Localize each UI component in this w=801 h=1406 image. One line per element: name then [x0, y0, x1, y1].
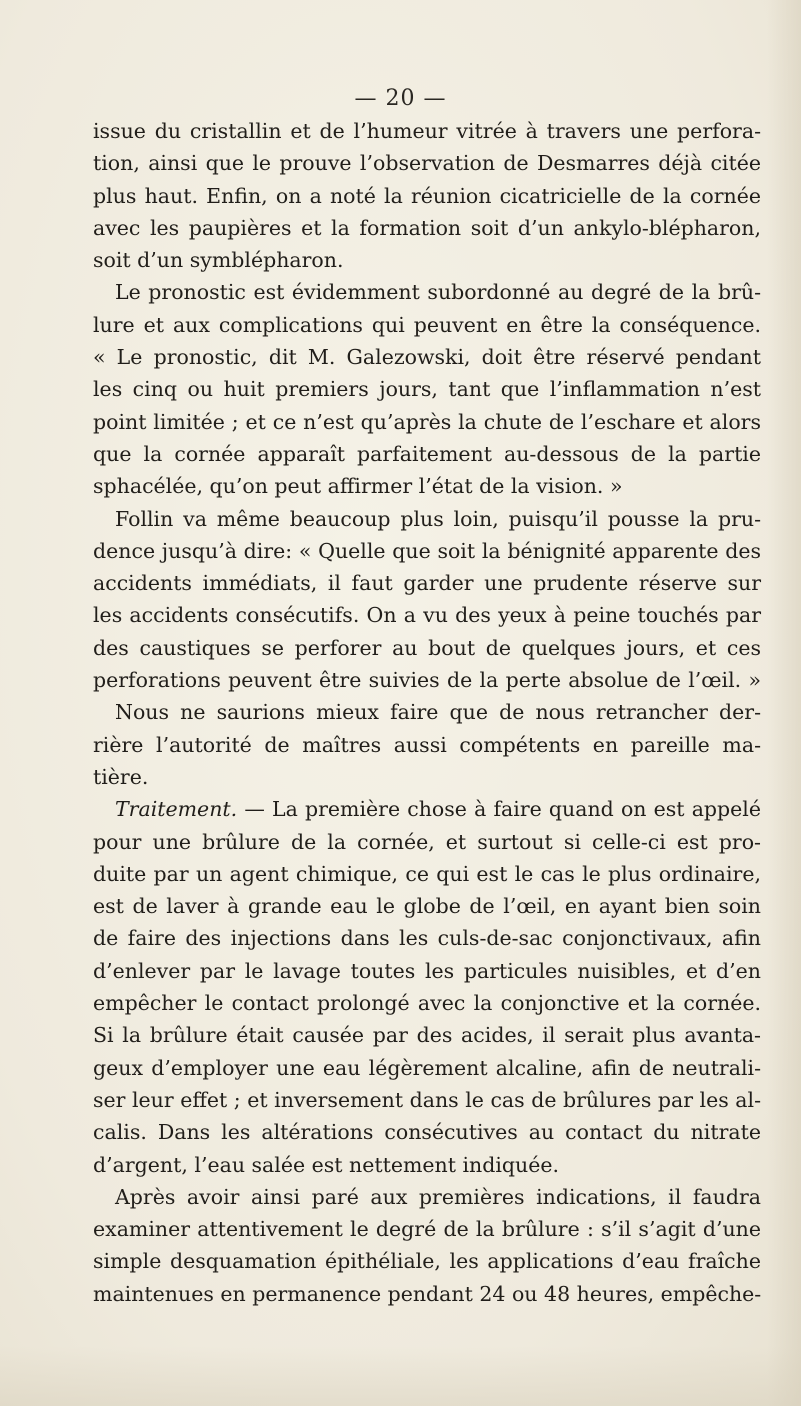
text-line [93, 1084, 761, 1116]
text-line [93, 955, 761, 987]
line-text: les cinq ou huit premiers jours, tant que l’inflammation n’est [93, 377, 761, 402]
text-line [93, 1149, 761, 1181]
page-edge-shadow [767, 0, 801, 1406]
line-text: que la cornée apparaît parfaitement au-dessous de la partie [93, 441, 761, 466]
text-line [93, 1213, 761, 1245]
text-line [93, 1019, 761, 1051]
text-line [93, 535, 761, 567]
line-text: Nous ne saurions mieux faire que de nous retrancher der- [115, 700, 761, 725]
line-text: tière. [93, 764, 149, 789]
line-text: des caustiques se perforer au bout de quelques jours, et ces [93, 635, 761, 660]
section-heading: Traitement. [115, 797, 238, 822]
line-text: dence jusqu’à dire: « Quelle que soit la bénignité apparente des [93, 538, 761, 563]
line-text: issue du cristallin et de l’humeur vitrée à travers une perfora- [93, 119, 761, 143]
line-text: soit d’un symblépharon. [93, 248, 344, 273]
line-text: examiner attentivement le degré de la brûlure : s’il s’agit d’une [93, 1217, 761, 1242]
text-line [93, 890, 761, 922]
text-line [93, 632, 761, 664]
text-line [93, 1278, 761, 1310]
text-line [93, 793, 761, 825]
text-line [93, 147, 761, 179]
line-text: avec les paupières et la formation soit d’un ankylo-blépharon, [93, 215, 761, 240]
text-line [93, 244, 761, 276]
text-line [93, 1052, 761, 1084]
text-line [93, 987, 761, 1019]
text-line [93, 858, 761, 890]
text-line [93, 664, 761, 696]
text-line [93, 826, 761, 858]
line-text: perforations peuvent être suivies de la perte absolue de l’œil. » [93, 668, 761, 693]
page-number: — 20 — [354, 86, 447, 111]
line-text: geux d’employer une eau légèrement alcaline, afin de neutrali- [93, 1055, 761, 1080]
text-line [93, 1116, 761, 1148]
text-line [93, 1245, 761, 1277]
text-line [93, 115, 761, 147]
line-text: empêcher le contact prolongé avec la conjonctive et la cornée. [93, 991, 761, 1016]
line-text: Follin va même beaucoup plus loin, puisqu’il pousse la pru- [115, 506, 761, 531]
text-line [93, 729, 761, 761]
text-line [93, 309, 761, 341]
line-text: d’enlever par le lavage toutes les particules nuisibles, et d’en [93, 958, 761, 983]
text-line [93, 276, 761, 308]
line-text: de faire des injections dans les culs-de-sac conjonctivaux, afin [93, 926, 761, 951]
text-line [93, 761, 761, 793]
body-text [93, 115, 761, 1310]
line-text: Après avoir ainsi paré aux premières indications, il faudra [115, 1184, 761, 1209]
line-text: Le pronostic est évidemment subordonné au degré de la brû- [115, 280, 761, 305]
line-text: maintenues en permanence pendant 24 ou 48 heures, empêche- [93, 1281, 762, 1306]
line-text: plus haut. Enfin, on a noté la réunion cicatricielle de la cornée [93, 183, 761, 208]
line-text: les accidents consécutifs. On a vu des yeux à peine touchés par [93, 603, 761, 628]
line-text: lure et aux complications qui peuvent en être la conséquence. [93, 312, 761, 337]
text-line [93, 503, 761, 535]
line-text: sphacélée, qu’on peut affirmer l’état de la vision. » [93, 474, 623, 499]
line-text: rière l’autorité de maîtres aussi compétents en pareille ma- [93, 732, 761, 757]
text-line [93, 438, 761, 470]
line-text: d’argent, l’eau salée est nettement indiquée. [93, 1152, 560, 1177]
line-text: ser leur effet ; et inversement dans le cas de brûlures par les al- [93, 1087, 761, 1112]
text-line [93, 922, 761, 954]
line-text: tion, ainsi que le prouve l’observation de Desmarres déjà citée [93, 151, 761, 176]
line-text: duite par un agent chimique, ce qui est le cas le plus ordinaire, [93, 861, 761, 886]
text-line [93, 373, 761, 405]
line-text: pour une brûlure de la cornée, et surtout si celle-ci est pro- [93, 829, 761, 854]
line-text: accidents immédiats, il faut garder une prudente réserve sur [93, 571, 761, 596]
line-text: calis. Dans les altérations consécutives au contact du nitrate [93, 1120, 761, 1145]
text-line [93, 696, 761, 728]
page-bottom-shadow [0, 1346, 801, 1406]
text-line [93, 470, 761, 502]
line-text: est de laver à grande eau le globe de l’œil, en ayant bien soin [93, 894, 761, 919]
line-text: simple desquamation épithéliale, les applications d’eau fraîche [93, 1249, 761, 1274]
text-line [93, 212, 761, 244]
text-line [93, 406, 761, 438]
text-line [93, 1181, 761, 1213]
line-text: « Le pronostic, dit M. Galezowski, doit être réservé pendant [93, 345, 761, 370]
text-line [93, 341, 761, 373]
text-line [93, 599, 761, 631]
text-line [93, 567, 761, 599]
text-line [93, 180, 761, 212]
line-text: Si la brûlure était causée par des acides, il serait plus avanta- [93, 1023, 761, 1048]
line-text: point limitée ; et ce n’est qu’après la chute de l’eschare et alors [93, 409, 761, 434]
line-text: — La première chose à faire quand on est appelé [244, 797, 761, 822]
